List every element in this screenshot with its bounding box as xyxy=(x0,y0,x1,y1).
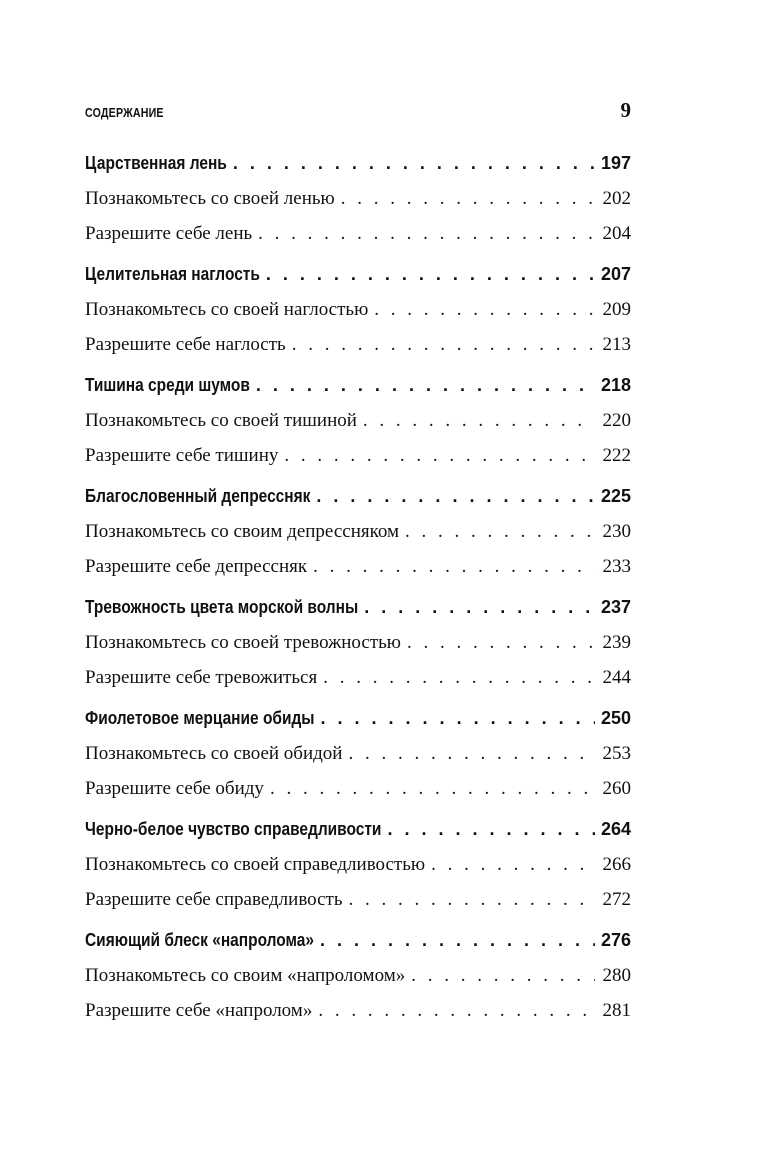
toc-entry-line[interactable] xyxy=(85,736,631,771)
entry-title: Разрешите себе тишину xyxy=(85,445,279,466)
toc-group xyxy=(85,590,631,695)
toc-group xyxy=(85,368,631,473)
toc-chapter-line[interactable] xyxy=(85,923,631,958)
chapter-page: 276 xyxy=(600,930,631,950)
dot-leader xyxy=(250,368,595,403)
dot-leader xyxy=(381,812,595,847)
entry-title: Разрешите себе депрессняк xyxy=(85,556,308,577)
chapter-title: Тишина среди шумов xyxy=(85,375,250,395)
dot-leader xyxy=(252,216,595,251)
dot-leader xyxy=(314,923,595,958)
entry-title: Разрешите себе справедливость xyxy=(85,889,343,910)
running-head xyxy=(85,98,631,126)
entry-page: 260 xyxy=(602,778,631,799)
toc-entry-line[interactable] xyxy=(85,993,631,1028)
entry-page: 209 xyxy=(602,299,631,320)
chapter-title: Целительная наглость xyxy=(85,264,260,284)
chapter-page: 197 xyxy=(600,153,631,173)
toc-entry-line[interactable] xyxy=(85,327,631,362)
entry-title: Познакомьтесь со своей обидой xyxy=(85,743,343,764)
entry-page: 213 xyxy=(602,334,631,355)
toc-entry-line[interactable] xyxy=(85,660,631,695)
running-title: СОДЕРЖАНИЕ xyxy=(85,105,164,120)
chapter-title: Царственная лень xyxy=(85,153,227,173)
toc-entry-line[interactable] xyxy=(85,771,631,806)
entry-title: Познакомьтесь со своей ленью xyxy=(85,188,335,209)
dot-leader xyxy=(227,146,595,181)
toc-chapter-line[interactable] xyxy=(85,812,631,847)
dot-leader xyxy=(264,771,595,806)
entry-title: Познакомьтесь со своим депрессняком xyxy=(85,521,400,542)
entry-page: 280 xyxy=(602,965,631,986)
page-number: 9 xyxy=(620,98,631,122)
entry-page: 202 xyxy=(602,188,631,209)
table-of-contents xyxy=(85,146,631,1034)
toc-entry-line[interactable] xyxy=(85,181,631,216)
chapter-page: 264 xyxy=(600,819,631,839)
chapter-title: Тревожность цвета морской волны xyxy=(85,597,359,617)
dot-leader xyxy=(317,660,595,695)
entry-title: Познакомьтесь со своей тишиной xyxy=(85,410,357,431)
entry-title: Разрешите себе наглость xyxy=(85,334,286,355)
toc-entry-line[interactable] xyxy=(85,882,631,917)
entry-page: 281 xyxy=(602,1000,631,1021)
entry-title: Разрешите себе лень xyxy=(85,223,253,244)
dot-leader xyxy=(260,257,595,292)
toc-chapter-line[interactable] xyxy=(85,479,631,514)
dot-leader xyxy=(310,479,595,514)
dot-leader xyxy=(342,736,595,771)
entry-page: 272 xyxy=(602,889,631,910)
entry-page: 233 xyxy=(602,556,631,577)
toc-entry-line[interactable] xyxy=(85,292,631,327)
toc-entry-line[interactable] xyxy=(85,403,631,438)
dot-leader xyxy=(343,882,595,917)
entry-page: 239 xyxy=(602,632,631,653)
chapter-title: Черно-белое чувство справедливости xyxy=(85,819,382,839)
toc-chapter-line[interactable] xyxy=(85,368,631,403)
entry-page: 266 xyxy=(602,854,631,875)
dot-leader xyxy=(335,181,595,216)
dot-leader xyxy=(315,701,595,736)
toc-entry-line[interactable] xyxy=(85,216,631,251)
entry-title: Разрешите себе «напролом» xyxy=(85,1000,313,1021)
toc-entry-line[interactable] xyxy=(85,958,631,993)
chapter-page: 237 xyxy=(600,597,631,617)
chapter-page: 218 xyxy=(600,375,631,395)
dot-leader xyxy=(286,327,595,362)
dot-leader xyxy=(368,292,595,327)
dot-leader xyxy=(278,438,595,473)
dot-leader xyxy=(307,549,595,584)
toc-chapter-line[interactable] xyxy=(85,257,631,292)
toc-entry-line[interactable] xyxy=(85,438,631,473)
dot-leader xyxy=(358,590,595,625)
entry-title: Познакомьтесь со своим «напроломом» xyxy=(85,965,406,986)
toc-chapter-line[interactable] xyxy=(85,590,631,625)
toc-group xyxy=(85,479,631,584)
entry-page: 244 xyxy=(602,667,631,688)
dot-leader xyxy=(425,847,595,882)
entry-title: Познакомьтесь со своей тревожностью xyxy=(85,632,401,653)
toc-group xyxy=(85,146,631,251)
dot-leader xyxy=(399,514,595,549)
toc-entry-line[interactable] xyxy=(85,549,631,584)
entry-title: Познакомьтесь со своей справедливостью xyxy=(85,854,426,875)
toc-group xyxy=(85,257,631,362)
dot-leader xyxy=(357,403,595,438)
entry-page: 204 xyxy=(602,223,631,244)
toc-group xyxy=(85,701,631,806)
chapter-page: 207 xyxy=(600,264,631,284)
entry-page: 230 xyxy=(602,521,631,542)
toc-group xyxy=(85,923,631,1028)
toc-entry-line[interactable] xyxy=(85,625,631,660)
toc-chapter-line[interactable] xyxy=(85,701,631,736)
dot-leader xyxy=(401,625,595,660)
chapter-page: 225 xyxy=(600,486,631,506)
chapter-title: Фиолетовое мерцание обиды xyxy=(85,708,315,728)
chapter-page: 250 xyxy=(600,708,631,728)
entry-title: Познакомьтесь со своей наглостью xyxy=(85,299,369,320)
entry-page: 220 xyxy=(602,410,631,431)
entry-title: Разрешите себе обиду xyxy=(85,778,264,799)
dot-leader xyxy=(312,993,595,1028)
chapter-title: Сияющий блеск «напролома» xyxy=(85,930,315,950)
dot-leader xyxy=(405,958,595,993)
toc-entry-line[interactable] xyxy=(85,514,631,549)
entry-page: 253 xyxy=(602,743,631,764)
toc-group xyxy=(85,812,631,917)
entry-title: Разрешите себе тревожиться xyxy=(85,667,318,688)
chapter-title: Благословенный депрессняк xyxy=(85,486,311,506)
entry-page: 222 xyxy=(602,445,631,466)
toc-chapter-line[interactable] xyxy=(85,146,631,181)
toc-entry-line[interactable] xyxy=(85,847,631,882)
